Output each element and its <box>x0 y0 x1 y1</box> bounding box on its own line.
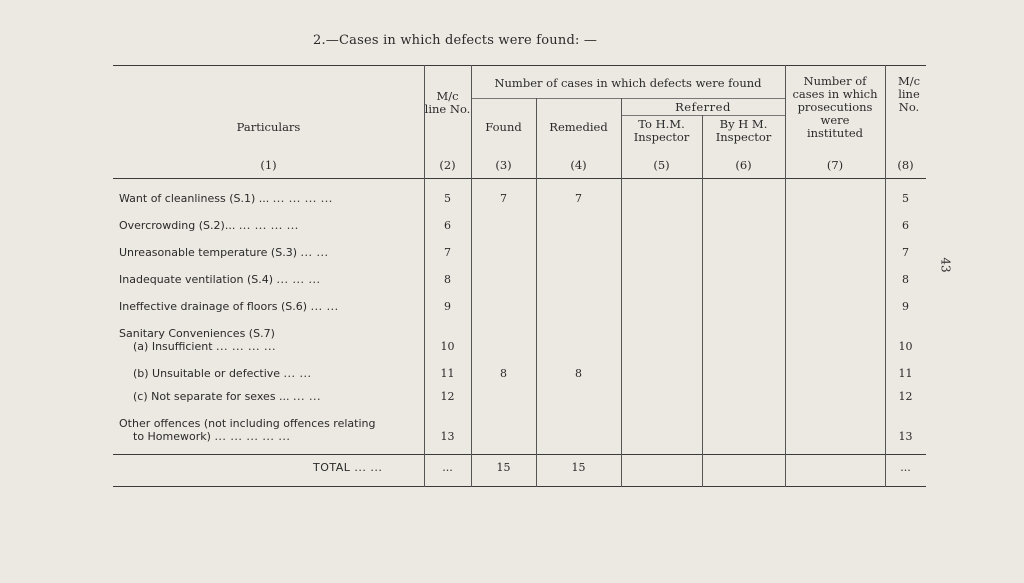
total-top-rule <box>113 454 926 455</box>
row-found: 7 <box>500 192 507 205</box>
col-number-7: (7) <box>826 158 844 172</box>
col-rule-6 <box>785 65 786 487</box>
col-number-3: (3) <box>495 158 512 172</box>
header-remedied: Remedied <box>549 120 608 134</box>
row-line-no: 11 <box>440 367 455 380</box>
page-number: 43 <box>938 257 953 273</box>
header-number-found-group: Number of cases in which defects were found <box>494 76 762 90</box>
row-label: Want of cleanliness (S.1) ... ... ... ... ... <box>119 192 333 205</box>
row-line-no-right: 7 <box>902 246 909 259</box>
row-label: Overcrowding (S.2)... ... ... ... ... <box>119 219 299 232</box>
row-line-no-right: 12 <box>898 390 913 403</box>
total-found: 15 <box>496 461 511 474</box>
row-line-no: 13 <box>440 430 455 443</box>
table-top-rule <box>113 65 926 66</box>
header-found: Found <box>485 120 522 134</box>
row-line-no-right: 9 <box>902 300 909 313</box>
total-remedied: 15 <box>571 461 586 474</box>
defects-table <box>113 65 926 487</box>
row-line-no: 8 <box>444 273 451 286</box>
col-number-8: (8) <box>897 158 914 172</box>
row-line-no: 12 <box>440 390 455 403</box>
header-particulars: Particulars <box>236 120 301 134</box>
row-remedied: 7 <box>575 192 582 205</box>
row-line-no-right: 5 <box>902 192 909 205</box>
number-group-rule <box>471 98 785 99</box>
col-rule-4 <box>621 98 622 487</box>
row-line-no-right: 11 <box>898 367 913 380</box>
header-referred: Referred <box>675 100 731 114</box>
col-number-4: (4) <box>570 158 587 172</box>
header-mc-line-no-right: M/c line No. <box>897 74 921 114</box>
row-line-no: 5 <box>444 192 451 205</box>
row-line-no-right: 13 <box>898 430 913 443</box>
row-label: (c) Not separate for sexes ... ... ... <box>133 390 322 403</box>
header-by-hm-inspector: By H M. Inspector <box>715 117 772 144</box>
row-line-no-right: 6 <box>902 219 909 232</box>
header-to-hm-inspector: To H.M. Inspector <box>633 117 690 144</box>
row-remedied: 8 <box>575 367 582 380</box>
row-line-no-right: 10 <box>898 340 913 353</box>
col-number-2: (2) <box>439 158 456 172</box>
row-found: 8 <box>500 367 507 380</box>
header-prosecutions: Number of cases in which prosecutions were instituted <box>792 74 878 140</box>
row-sublabel: to Homework) ... ... ... ... ... <box>133 430 291 443</box>
row-line-no: 7 <box>444 246 451 259</box>
row-label: Sanitary Conveniences (S.7) <box>119 327 275 340</box>
total-line-no-right: ... <box>900 461 911 474</box>
row-sublabel: (a) Insufficient ... ... ... ... <box>133 340 276 353</box>
col-number-6: (6) <box>735 158 752 172</box>
col-number-1: (1) <box>260 158 277 172</box>
col-rule-3 <box>536 98 537 487</box>
page-title: 2.—Cases in which defects were found: — <box>313 33 598 48</box>
total-label: TOTAL ... ... <box>313 461 383 474</box>
total-line-no: ... <box>442 461 453 474</box>
referred-group-rule <box>621 115 785 116</box>
col-number-5: (5) <box>653 158 670 172</box>
row-line-no-right: 8 <box>902 273 909 286</box>
row-label: Inadequate ventilation (S.4) ... ... ... <box>119 273 321 286</box>
row-line-no: 9 <box>444 300 451 313</box>
table-bottom-rule <box>113 486 926 487</box>
row-label: Other offences (not including offences relating <box>119 417 376 430</box>
row-label: Unreasonable temperature (S.3) ... ... <box>119 246 329 259</box>
row-label: (b) Unsuitable or defective ... ... <box>133 367 312 380</box>
row-line-no: 10 <box>440 340 455 353</box>
header-mc-line-no: M/c line No. <box>424 89 471 116</box>
header-bottom-rule <box>113 178 926 179</box>
row-label: Ineffective drainage of floors (S.6) ... ... <box>119 300 339 313</box>
row-line-no: 6 <box>444 219 451 232</box>
